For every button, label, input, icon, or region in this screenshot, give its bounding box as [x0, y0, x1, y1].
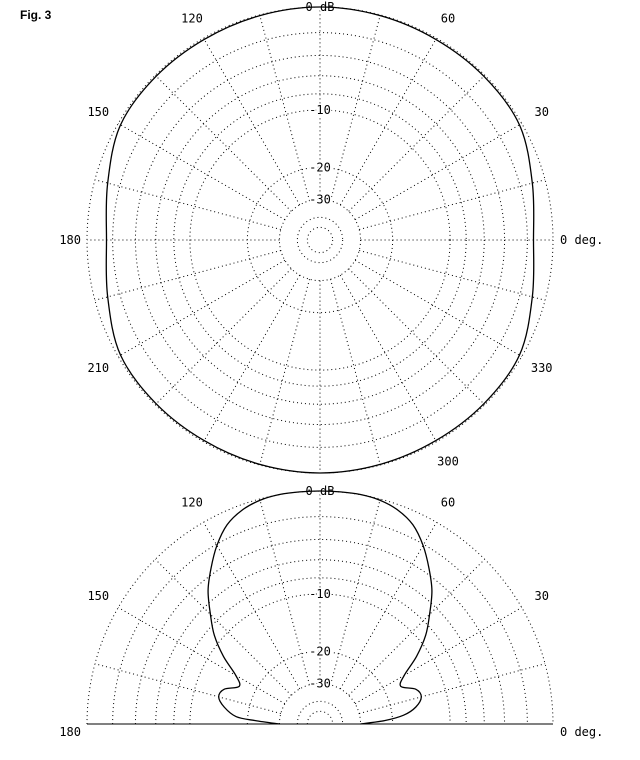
elevation-spoke: [349, 559, 485, 695]
azimuth-angle-label: 120: [181, 11, 203, 26]
elevation-angle-label: 120: [181, 495, 203, 510]
elevation-ring-label: -30: [309, 676, 331, 691]
azimuth-angle-label: 150: [87, 105, 110, 119]
azimuth-ring-label: 0 dB: [305, 0, 335, 14]
azimuth-spoke: [260, 279, 310, 465]
elevation-spoke: [331, 499, 381, 685]
azimuth-spoke: [155, 269, 291, 405]
elevation-ring-label: -20: [309, 644, 331, 659]
elevation-spoke: [118, 608, 285, 704]
elevation-angle-label: 0 deg.: [560, 725, 604, 739]
elevation-pattern-chart: [59, 484, 603, 739]
azimuth-spoke: [340, 275, 436, 442]
elevation-spoke: [355, 608, 522, 704]
elevation-ring-label: 0 dB: [305, 484, 335, 498]
azimuth-spoke: [118, 124, 285, 220]
elevation-angle-label: 60: [440, 495, 456, 510]
azimuth-ring-label: -20: [309, 160, 331, 175]
figure-label: Fig. 3: [20, 8, 52, 22]
elevation-spoke: [204, 522, 300, 689]
azimuth-grid-ring: [156, 76, 485, 405]
azimuth-grid-ring: [297, 217, 342, 262]
azimuth-spoke: [355, 124, 522, 220]
elevation-angle-label: 30: [534, 589, 549, 603]
azimuth-spoke: [355, 260, 522, 356]
azimuth-spoke: [349, 269, 485, 405]
elevation-spoke: [260, 499, 310, 685]
azimuth-ring-label: -30: [309, 192, 331, 207]
azimuth-spoke: [204, 275, 300, 442]
azimuth-spoke: [331, 279, 381, 465]
elevation-grid-ring: [113, 517, 528, 724]
azimuth-spoke: [155, 75, 291, 211]
azimuth-ring-2: [247, 167, 392, 312]
azimuth-ring-label: -10: [309, 102, 331, 117]
azimuth-grid-ring: [307, 227, 332, 252]
azimuth-spoke: [349, 75, 485, 211]
azimuth-spoke: [118, 260, 285, 356]
azimuth-angle-label: 210: [87, 361, 110, 375]
elevation-grid-ring: [156, 560, 485, 724]
elevation-spoke: [359, 664, 545, 714]
azimuth-spoke: [331, 15, 381, 201]
azimuth-pattern-curve: [106, 7, 534, 473]
azimuth-angle-label: 330: [530, 361, 553, 375]
azimuth-pattern-chart: [59, 0, 603, 473]
azimuth-spoke: [204, 38, 300, 205]
azimuth-spoke: [95, 180, 281, 230]
azimuth-angle-label: 0 deg.: [560, 233, 604, 247]
azimuth-ring-3: [279, 199, 360, 280]
azimuth-spoke: [340, 38, 436, 205]
elevation-grid-ring: [307, 711, 332, 724]
elevation-grid-ring: [297, 701, 342, 724]
azimuth-spoke: [359, 180, 545, 230]
azimuth-angle-label: 180: [59, 233, 81, 247]
elevation-spoke: [155, 559, 291, 695]
azimuth-spoke: [359, 251, 545, 301]
elevation-angle-label: 180: [59, 725, 81, 739]
azimuth-spoke: [260, 15, 310, 201]
azimuth-angle-label: 60: [440, 11, 456, 26]
elevation-ring-label: -10: [309, 586, 331, 601]
azimuth-angle-label: 300: [437, 454, 459, 469]
azimuth-spoke: [95, 251, 281, 301]
elevation-spoke: [340, 522, 436, 689]
elevation-spoke: [95, 664, 281, 714]
azimuth-angle-label: 30: [534, 105, 549, 119]
elevation-angle-label: 150: [87, 589, 110, 603]
